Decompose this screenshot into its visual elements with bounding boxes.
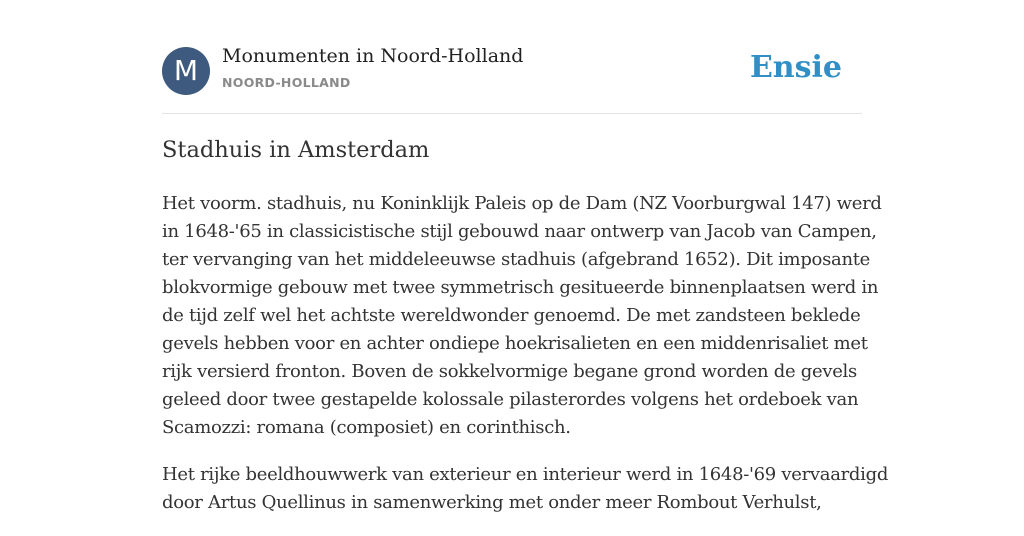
- text-line: Het rijke beeldhouwwerk van exterieur en interieur werd in 1648-'69 vervaardigd: [162, 464, 889, 485]
- page: [162, 0, 889, 513]
- text-line: rijk versierd fronton. Boven de sokkelvormige begane grond worden de gevels: [162, 361, 857, 382]
- article-body: [162, 190, 889, 536]
- text-line: in 1648-'65 in classicistische stijl gebouwd naar ontwerp van Jacob van Campen,: [162, 221, 877, 242]
- paragraph-1: [162, 190, 882, 442]
- text-line: de tijd zelf wel het achtste wereldwonder genoemd. De met zandsteen beklede: [162, 305, 861, 326]
- paragraph-2: [162, 461, 889, 517]
- text-line: ter vervanging van het middeleeuwse stadhuis (afgebrand 1652). Dit imposante: [162, 249, 871, 270]
- brand-logo[interactable]: Ensie: [749, 50, 842, 85]
- text-line: geleed door twee gestapelde kolossale pilasterordes volgens het ordeboek van: [162, 389, 859, 410]
- site-header: [162, 0, 862, 114]
- site-title[interactable]: Monumenten in Noord-Holland: [222, 45, 524, 67]
- text-line: gevels hebben voor en achter ondiepe hoekrisalieten en een middenrisaliet met: [162, 333, 868, 354]
- text-line: door Artus Quellinus in samenwerking met onder meer Rombout Verhulst,: [162, 492, 822, 513]
- avatar[interactable]: M: [162, 47, 210, 95]
- article-title: Stadhuis in Amsterdam: [162, 137, 430, 163]
- site-subtitle[interactable]: NOORD-HOLLAND: [222, 75, 351, 90]
- text-line: Het voorm. stadhuis, nu Koninklijk Paleis op de Dam (NZ Voorburgwal 147) werd: [162, 193, 882, 214]
- text-line: Scamozzi: romana (composiet) en corinthisch.: [162, 417, 571, 438]
- text-line: blokvormige gebouw met twee symmetrisch gesitueerde binnenplaatsen werd in: [162, 277, 879, 298]
